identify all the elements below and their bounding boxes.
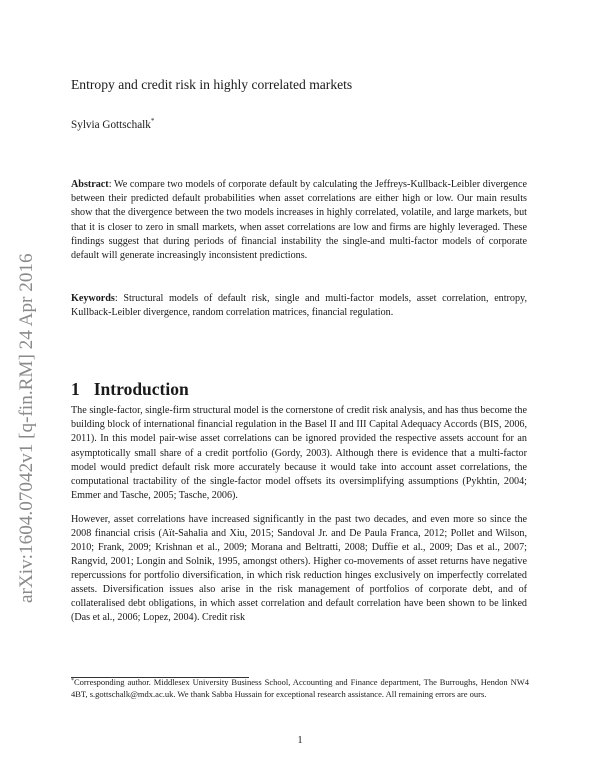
keywords-text: : Structural models of default risk, single and multi-factor models, asset correlation, entropy, Kullback-Leibler divergence, random correlation matrices, financial regulation. [71, 293, 527, 319]
paper-title: Entropy and credit risk in highly correlated markets [71, 77, 353, 92]
footnote [71, 677, 529, 700]
abstract [71, 178, 527, 263]
author-line [71, 119, 154, 131]
author-name: Sylvia Gottschalk [71, 119, 151, 131]
footnote-text: Corresponding author. Middlesex University Business School, Accounting and Finance department, The Burroughs, Hendon NW4 4BT, s.gottschalk@mdx.ac.uk. We thank Sabba Hussain for exceptional research assistance. All remaining errors are ours. [71, 677, 529, 699]
keywords [71, 292, 527, 320]
author-footnote-mark: * [150, 117, 155, 125]
body-paragraph: The single-factor, single-firm structural model is the cornerstone of credit risk analysis, and has thus become the building block of international financial regulation in the Basel II and III Capital Adequacy Accords (BIS, 2006, 2011). In this model pair-wise asset correlations can be ignored provided the respective assets account for an asymptotically small share of a credit portfolio (Gordy, 2003). Although there is evidence that a multi-factor model would predict default risk more accurately because it would take into account asset correlations, the computational tractability of the single-factor model offsets its oversimplifying assumptions (Pykhtin, 2004; Emmer and Tasche, 2005; Tasche, 2006). [71, 405, 527, 502]
keywords-label: Keywords [71, 293, 115, 304]
arxiv-identifier: arXiv:1604.07042v1 [q-fin.RM] 24 Apr 2016 [16, 253, 37, 603]
page-number: 1 [297, 735, 303, 746]
section-number: 1 [71, 379, 80, 399]
section-title: Introduction [93, 379, 189, 399]
body-paragraph: However, asset correlations have increased significantly in the past two decades, and even more so since the 2008 financial crisis (Aït-Sahalia and Xiu, 2015; Sandoval Jr. and De Paula Franca, 2012; Pollet and Wilson, 2010; Frank, 2009; Krishnan et al., 2009; Morana and Beltratti, 2008; Duffie et al., 2009; Das et al., 2007; Rangvid, 2001; Longin and Solnik, 1995, amongst others). Higher co-movements of asset returns have negative repercussions for portfolio diversification, in which risk reduction hinges exclusively on imperfectly correlated assets. Diversification issues also arise in the risk management of portfolios of corporate debt, and of collateralised debt obligations, in which asset correlation and default correlation have been shown to be linked (Das et al., 2006; Lopez, 2004). Credit risk [71, 514, 527, 623]
section-heading [71, 379, 189, 400]
footnote-mark: * [71, 678, 74, 684]
abstract-text: : We compare two models of corporate default by calculating the Jeffreys-Kullback-Leibler divergence between their predicted default probabilities when asset correlations are either high or low. Our main results show that the divergence between the two models increases in highly correlated, volatile, and large markets, but that it is closer to zero in small markets, when asset correlations are low and firms are highly leveraged. These findings suggest that during periods of financial instability the single-and multi-factor models of corporate default will generate increasingly inconsistent predictions. [71, 179, 527, 262]
abstract-label: Abstract [71, 179, 109, 190]
